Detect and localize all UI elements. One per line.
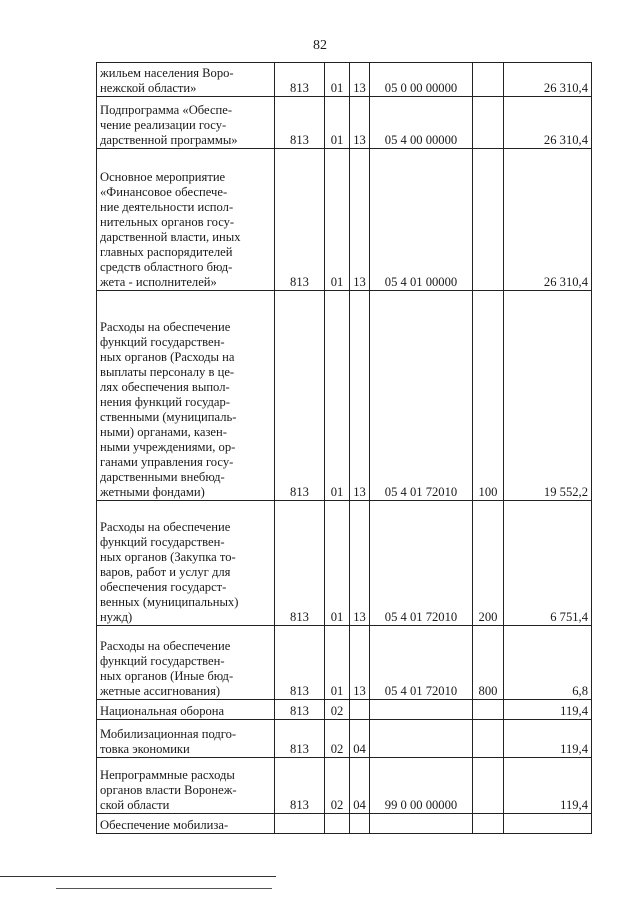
row-amount: 119,4: [504, 758, 592, 814]
row-subsection-code: [350, 814, 370, 834]
row-ministry-code: 813: [275, 720, 325, 758]
row-amount: 119,4: [504, 700, 592, 720]
row-subsection-code: 13: [350, 626, 370, 700]
row-target-article: 99 0 00 00000: [370, 758, 473, 814]
table-row: [97, 758, 592, 814]
table-row: [97, 97, 592, 149]
table-row: [97, 291, 592, 501]
row-name: Мобилизационная подго- товка экономики: [97, 720, 275, 758]
row-section-code: 01: [325, 149, 350, 291]
row-ministry-code: 813: [275, 626, 325, 700]
row-name: Подпрограмма «Обеспе- чение реализации госу- дарственной программы»: [97, 97, 275, 149]
row-ministry-code: 813: [275, 700, 325, 720]
table-row: [97, 501, 592, 626]
row-name: Непрограммные расходы органов власти Воронеж- ской области: [97, 758, 275, 814]
row-target-article: 05 4 01 72010: [370, 291, 473, 501]
row-amount: 26 310,4: [504, 63, 592, 97]
table-row: [97, 700, 592, 720]
row-ministry-code: 813: [275, 97, 325, 149]
row-target-article: 05 4 01 72010: [370, 626, 473, 700]
row-subsection-code: 13: [350, 291, 370, 501]
row-expense-type: 800: [473, 626, 504, 700]
table-row: [97, 720, 592, 758]
row-name: Национальная оборона: [97, 700, 275, 720]
row-name: Основное мероприятие «Финансовое обеспече- ние деятельности испол- нительных органов госу- дарственной власти, иных главных распорядителей средств областного бюд- жета - исполнителей»: [97, 149, 275, 291]
page-number: 82: [313, 38, 327, 53]
row-ministry-code: 813: [275, 501, 325, 626]
row-target-article: 05 4 01 72010: [370, 501, 473, 626]
row-name: Расходы на обеспечение функций государствен- ных органов (Закупка то- варов, работ и услуг для обеспечения государст- венных (муниципальных) нужд): [97, 501, 275, 626]
row-expense-type: [473, 758, 504, 814]
row-expense-type: [473, 720, 504, 758]
table-row: [97, 63, 592, 97]
row-section-code: 01: [325, 291, 350, 501]
row-amount: [504, 814, 592, 834]
row-target-article: 05 4 00 00000: [370, 97, 473, 149]
row-subsection-code: 13: [350, 501, 370, 626]
row-subsection-code: 13: [350, 63, 370, 97]
row-expense-type: [473, 97, 504, 149]
row-section-code: 01: [325, 501, 350, 626]
row-ministry-code: 813: [275, 63, 325, 97]
row-section-code: 01: [325, 63, 350, 97]
row-subsection-code: [350, 700, 370, 720]
table-row: [97, 626, 592, 700]
row-expense-type: 200: [473, 501, 504, 626]
row-amount: 26 310,4: [504, 97, 592, 149]
row-expense-type: [473, 700, 504, 720]
row-subsection-code: 13: [350, 149, 370, 291]
row-section-code: 02: [325, 720, 350, 758]
row-name: Расходы на обеспечение функций государствен- ных органов (Иные бюд- жетные ассигнования): [97, 626, 275, 700]
row-subsection-code: 04: [350, 758, 370, 814]
row-name: жильем населения Воро- нежской области»: [97, 63, 275, 97]
row-name: Обеспечение мобилиза-: [97, 814, 275, 834]
row-target-article: [370, 814, 473, 834]
row-section-code: 02: [325, 700, 350, 720]
row-ministry-code: 813: [275, 149, 325, 291]
row-expense-type: [473, 814, 504, 834]
footer-rule-secondary: [56, 888, 272, 889]
row-target-article: 05 4 01 00000: [370, 149, 473, 291]
row-amount: 6 751,4: [504, 501, 592, 626]
row-amount: 6,8: [504, 626, 592, 700]
row-name: Расходы на обеспечение функций государствен- ных органов (Расходы на выплаты персоналу в це- лях обеспечения выпол- нения функций государ- ственными (муниципаль- ными) органами, казен- ными учреждениями, ор- ганами управления госу- дарственными внебюд- жетными фондами): [97, 291, 275, 501]
table-row: [97, 814, 592, 834]
row-target-article: [370, 720, 473, 758]
row-amount: 119,4: [504, 720, 592, 758]
row-subsection-code: 04: [350, 720, 370, 758]
row-target-article: [370, 700, 473, 720]
row-ministry-code: [275, 814, 325, 834]
row-section-code: 01: [325, 97, 350, 149]
row-section-code: 02: [325, 758, 350, 814]
row-expense-type: [473, 149, 504, 291]
row-ministry-code: 813: [275, 758, 325, 814]
row-amount: 26 310,4: [504, 149, 592, 291]
row-section-code: 01: [325, 626, 350, 700]
budget-table: [96, 62, 592, 834]
row-amount: 19 552,2: [504, 291, 592, 501]
row-target-article: 05 0 00 00000: [370, 63, 473, 97]
row-expense-type: [473, 63, 504, 97]
row-section-code: [325, 814, 350, 834]
footer-rule: [0, 876, 276, 877]
table-row: [97, 149, 592, 291]
row-subsection-code: 13: [350, 97, 370, 149]
row-expense-type: 100: [473, 291, 504, 501]
row-ministry-code: 813: [275, 291, 325, 501]
